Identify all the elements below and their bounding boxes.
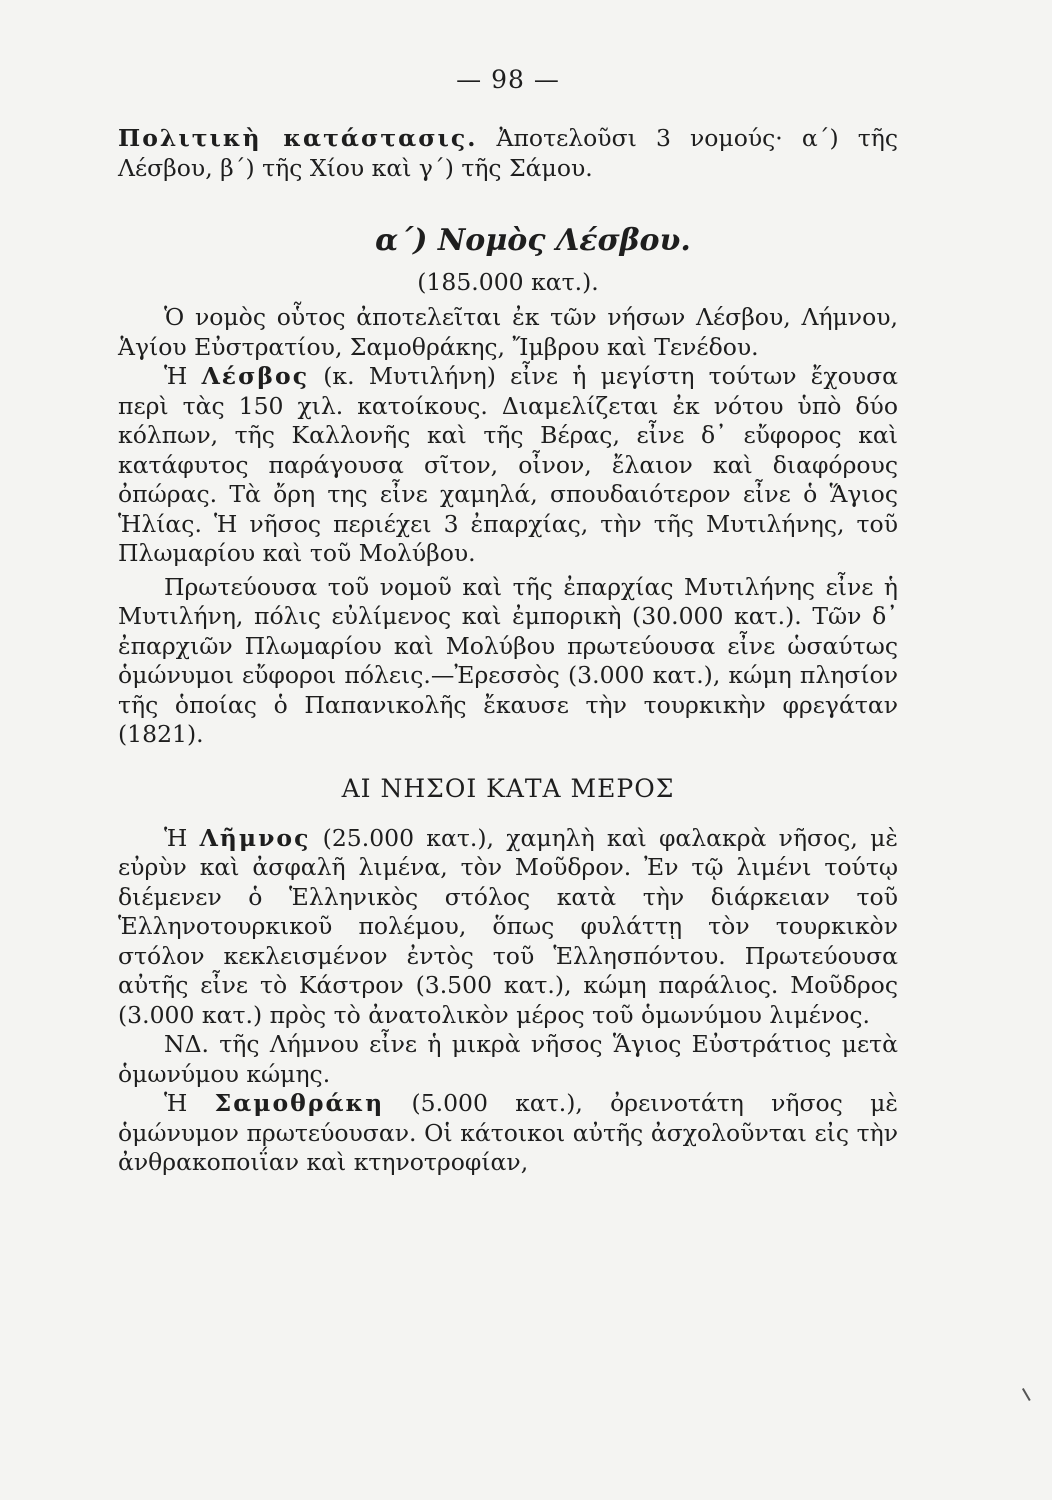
paragraph-lesvos xyxy=(118,362,898,569)
samothrace-term: Σαμοθράκη xyxy=(214,1089,385,1117)
lesvos-pre: Ἡ xyxy=(164,362,202,390)
lemnos-pre: Ἡ xyxy=(164,823,200,852)
nomos-title: α΄) Νομὸς Λέσβου. xyxy=(375,223,691,258)
intro-text: Ἀποτελοῦσι 3 νομούς· α΄) τῆς Λέσβου, β΄) τῆς Χίου καὶ γ΄) τῆς Σάμου. xyxy=(118,124,898,182)
lemnos-text: (25.000 κατ.), χαμηλὴ καὶ φαλακρὰ νῆσος, μὲ εὐρὺν καὶ ἀσφαλῆ λιμένα, τὸν Μοῦδρον. Ἐν τῷ λιμένι τούτῳ διέμενεν ὁ Ἑλληνικὸς στόλος κατὰ τὴν διάρκειαν τοῦ Ἑλληνοτουρκικοῦ πολέμου, ὅπως φυλάττῃ τὸν τουρκικὸν στόλον κεκλεισμένον ἐντὸς τοῦ Ἑλλησπόντου. Πρωτεύουσα αὐτῆς εἶνε τὸ Κάστρον (3.500 κατ.), κώμη παράλιος. Μοῦδρος (3.000 κατ.) πρὸς τὸ ἀνατολικὸν μέρος τοῦ ὁμωνύμου λιμένος. xyxy=(118,823,898,1029)
lesvos-term: Λέσβος xyxy=(201,362,310,390)
nomos-population: (185.000 κατ.). xyxy=(417,268,599,296)
samothrace-pre: Ἡ xyxy=(164,1089,215,1117)
intro-paragraph xyxy=(118,124,898,183)
paragraph-islands: Ὁ νομὸς οὗτος ἀποτελεῖται ἐκ τῶν νήσων Λέσβου, Λήμνου, Ἁγίου Εὐστρατίου, Σαμοθράκης, Ἴμβρου καὶ Τενέδου. xyxy=(118,303,898,361)
paragraph-samothrace xyxy=(118,1089,898,1178)
margin-mark xyxy=(1013,1388,1030,1406)
page-number: — 98 — xyxy=(456,65,560,94)
paragraph-capital: Πρωτεύουσα τοῦ νομοῦ καὶ τῆς ἐπαρχίας Μυτιλήνης εἶνε ἡ Μυτιλήνη, πόλις εὐλίμενος καὶ ἐμπορικὴ (30.000 κατ.). Τῶν δ᾽ ἐπαρχιῶν Πλωμαρίου καὶ Μολύβου πρωτεύουσα εἶνε ὡσαύτως ὁμώνυμοι εὔφοροι πόλεις.—Ἐρεσσὸς (3.000 κατ.), κώμη πλησίον τῆς ὁποίας ὁ Παπανικολῆς ἔκαυσε τὴν τουρκικὴν φρεγάταν (1821). xyxy=(118,572,898,748)
lesvos-text: (κ. Μυτιλήνη) εἶνε ἡ μεγίστη τούτων ἔχουσα περὶ τὰς 150 χιλ. κατοίκους. Διαμελίζεται ἐκ νότου ὑπὸ δύο κόλπων, τῆς Καλλονῆς καὶ τῆς Βέρας, εἶνε δ᾽ εὔφορος καὶ κατάφυτος παράγουσα σῖτον, οἶνον, ἔλαιον καὶ διαφόρους ὀπώρας. Τὰ ὄρη της εἶνε χαμηλά, σπουδαιότερον εἶνε ὁ Ἅγιος Ἡλίας. Ἡ νῆσος περιέχει 3 ἐπαρχίας, τὴν τῆς Μυτιλήνης, τοῦ Πλωμαρίου καὶ τοῦ Μολύβου. xyxy=(118,362,898,567)
section-heading: ΑΙ ΝΗΣΟΙ ΚΑΤΑ ΜΕΡΟΣ xyxy=(341,773,675,803)
text-column xyxy=(118,60,898,1178)
samothrace-text: (5.000 κατ.), ὀρεινοτάτη νῆσος μὲ ὁμώνυμον πρωτεύουσαν. Οἱ κάτοικοι αὐτῆς ἀσχολοῦνται εἰς τὴν ἀνθρακοποιΐαν καὶ κτηνοτροφίαν, xyxy=(118,1089,898,1176)
paragraph-lemnos xyxy=(118,824,898,1031)
paragraph-agios-efstratios: ΝΔ. τῆς Λήμνου εἶνε ἡ μικρὰ νῆσος Ἅγιος Εὐστράτιος μετὰ ὁμωνύμου κώμης. xyxy=(118,1030,898,1088)
lemnos-term: Λῆμνος xyxy=(199,823,311,852)
intro-term: Πολιτικὴ κατάστασις. xyxy=(118,124,478,152)
